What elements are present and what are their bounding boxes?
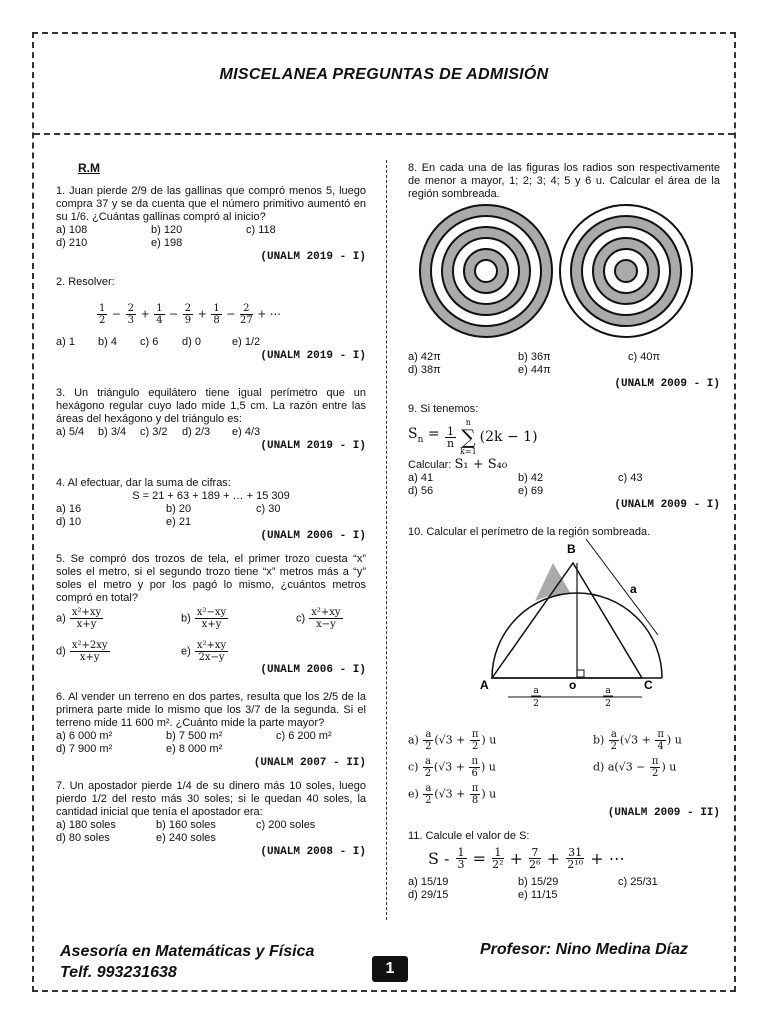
source: (UNALM 2008 - I)	[260, 846, 366, 858]
option-d: d) $\frac{\text{x²+2xy}}{x+y}$	[56, 640, 108, 663]
question-9	[408, 403, 720, 512]
options	[408, 876, 720, 902]
question-text: 2. Resolver:	[56, 276, 115, 288]
option: b) 20	[166, 503, 192, 515]
source: (UNALM 2019 - I)	[260, 350, 366, 362]
triangle-semicircle-figure	[408, 539, 720, 719]
source: (UNALM 2007 - II)	[253, 757, 366, 769]
option: c) 200 soles	[256, 819, 316, 831]
option: a) 1	[56, 336, 75, 348]
source: (UNALM 2009 - II)	[607, 807, 720, 819]
svg-text:a: a	[605, 686, 611, 696]
option: e) 1/2	[232, 336, 261, 348]
svg-text:2: 2	[605, 699, 611, 709]
sum-definition: $S_n$ = $\frac{1}{n}$ n ∑ k=1 (2k − 1)	[408, 418, 538, 456]
concentric-circles-figure	[408, 201, 720, 341]
option: a) 108	[56, 224, 88, 236]
svg-text:a: a	[533, 686, 539, 696]
option: c) 30	[256, 503, 281, 515]
source: (UNALM 2009 - I)	[614, 499, 720, 511]
footer-phone: Telf. 993231638	[60, 964, 177, 981]
option: e) 8 000 m²	[166, 743, 223, 755]
calc-label: Calcular:	[408, 459, 452, 471]
option-d: d) a(√3 − $\frac{\pi}{2}$ ) u	[593, 756, 677, 779]
footer-info	[60, 941, 314, 983]
option: e) 11/15	[518, 889, 558, 901]
option: a) 16	[56, 503, 82, 515]
question-text: 3. Un triángulo equilátero tiene igual perímetro que un hexágono regular cuyo lado mide 1,5 cm. La razón entre las áreas del hexágono y del triángulo es:	[56, 387, 366, 425]
option: b) 7 500 m²	[166, 730, 223, 742]
options	[56, 730, 366, 756]
option: d) 210	[56, 237, 88, 249]
question-text: 11. Calcule el valor de S:	[408, 830, 530, 842]
option: d) 80 soles	[56, 832, 110, 844]
option: b) 160 soles	[156, 819, 216, 831]
footer-teacher: Profesor: Nino Medina Díaz	[480, 941, 689, 958]
option-b: b) $\frac{a}{2}$ (√3 + $\frac{\pi}{4}$ ) u	[593, 729, 682, 752]
page-number: 1	[372, 956, 408, 982]
option: c) 118	[246, 224, 276, 236]
option: d) 56	[408, 485, 434, 497]
question-6	[56, 691, 366, 770]
source: (UNALM 2019 - I)	[260, 251, 366, 263]
left-column	[56, 162, 366, 859]
option: b) 36π	[518, 351, 551, 363]
question-text: 10. Calcular el perímetro de la región sombreada.	[408, 526, 651, 538]
option: d) 10	[56, 516, 82, 528]
option-e: e) $\frac{a}{2}$ (√3 + $\frac{\pi}{8}$ ) u	[408, 783, 497, 806]
options	[56, 224, 366, 250]
options	[56, 819, 366, 845]
source: (UNALM 2006 - I)	[260, 530, 366, 542]
calc-expression: S₁ + S₄₀	[454, 457, 508, 472]
option: d) 29/15	[408, 889, 449, 901]
options	[56, 503, 366, 529]
question-text: 9. Si tenemos:	[408, 403, 479, 415]
question-10	[408, 526, 720, 820]
option: b) 42	[518, 472, 544, 484]
option: d) 0	[182, 336, 201, 348]
shaded-region	[535, 563, 571, 601]
option: a) 41	[408, 472, 434, 484]
right-target	[560, 205, 692, 337]
right-angle-mark	[577, 670, 584, 677]
options	[408, 351, 720, 377]
source: (UNALM 2019 - I)	[260, 440, 366, 452]
right-column	[408, 162, 720, 902]
option: e) 69	[518, 485, 544, 497]
label-B: B	[567, 542, 576, 556]
option: b) 15/29	[518, 876, 559, 888]
svg-text:2: 2	[533, 699, 539, 709]
question-8	[408, 162, 720, 391]
question-text: 6. Al vender un terreno en dos partes, resulta que los 2/5 de la primera parte mide lo mismo que los 3/7 de la segunda. Si el terreno mide 11 600 m². ¿Cuánto mide la parte mayor?	[56, 691, 366, 729]
label-A: A	[480, 678, 489, 692]
question-text: 5. Se compró dos trozos de tela, el primer trozo cuesta “x” soles el metro, si el segundo trozo tiene “x” metros más a “y” soles el metro y por los pagó lo mismo, ¿cuántos metros compró en total?	[56, 553, 366, 604]
option-c: c) $\frac{\text{x²+xy}}{x-y}$	[296, 607, 341, 630]
dimension-line-a	[586, 539, 658, 635]
section-label: R.M	[78, 161, 100, 175]
options	[408, 729, 720, 806]
header-divider	[34, 133, 734, 135]
question-11	[408, 830, 720, 902]
option: d) 7 900 m²	[56, 743, 113, 755]
options	[56, 607, 366, 663]
options	[56, 336, 366, 349]
option: c) 43	[618, 472, 643, 484]
option: c) 6 200 m²	[276, 730, 332, 742]
question-5	[56, 553, 366, 677]
option: a) 15/19	[408, 876, 449, 888]
label-O: o	[569, 678, 577, 692]
option-e: e) $\frac{\text{x²+xy}}{2x-y}$	[181, 640, 227, 663]
option: d) 38π	[408, 364, 441, 376]
question-text: 7. Un apostador pierde 1/4 de su dinero más 10 soles, luego pierdo 1/2 del resto más 30 soles; si le quedan 40 soles, la cantidad inicial que tenía el apostador era:	[56, 780, 366, 818]
series-tail: + ⋯	[257, 307, 281, 321]
option: e) 21	[166, 516, 192, 528]
page-title: MISCELANEA PREGUNTAS DE ADMISIÓN	[219, 66, 549, 83]
question-1	[56, 185, 366, 264]
options	[56, 426, 366, 439]
question-2	[56, 276, 366, 363]
left-target	[420, 205, 552, 337]
option: e) 44π	[518, 364, 551, 376]
option: e) 240 soles	[156, 832, 216, 844]
option-a: a) $\frac{a}{2}$ (√3 + $\frac{\pi}{2}$ ) u	[408, 729, 497, 752]
option-c: c) $\frac{a}{2}$ (√3 + $\frac{\pi}{6}$ ) u	[408, 756, 496, 779]
question-text: 1. Juan pierde 2/9 de las gallinas que compró menos 5, luego compra 37 y se da cuenta que el número primitivo aumentó en su 1/6. ¿Cuántas gallinas compró al inicio?	[56, 185, 366, 223]
option: a) 6 000 m²	[56, 730, 113, 742]
option: a) 5/4	[56, 426, 85, 438]
question-7	[56, 780, 366, 859]
option: b) 4	[98, 336, 117, 348]
option: b) 3/4	[98, 426, 127, 438]
label-C: C	[644, 678, 653, 692]
option: a) 180 soles	[56, 819, 116, 831]
option: c) 6	[140, 336, 159, 348]
options	[408, 472, 720, 498]
series-formula: S - $\frac{1}{3}$ = $\frac{1}{\text{2²}}$ + $\frac{7}{\text{2⁶}}$ + $\frac{31}{\text{2¹⁰}}$ + ⋯	[428, 846, 625, 871]
option: c) 25/31	[618, 876, 658, 888]
option: c) 40π	[628, 351, 661, 363]
column-divider	[386, 160, 387, 920]
question-3	[56, 387, 366, 453]
sum-formula: S = 21 + 63 + 189 + … + 15 309	[132, 490, 290, 502]
option-a: a) $\frac{\text{x²+xy}}{x+y}$	[56, 607, 102, 630]
option: a) 42π	[408, 351, 441, 363]
option: c) 3/2	[140, 426, 168, 438]
option: d) 2/3	[182, 426, 211, 438]
question-4	[56, 477, 366, 543]
label-a: a	[630, 582, 637, 596]
option: e) 4/3	[232, 426, 261, 438]
question-text: 4. Al efectuar, dar la suma de cifras:	[56, 477, 231, 489]
option-b: b) $\frac{\text{x²−xy}}{x+y}$	[181, 607, 227, 630]
series-formula: $\frac{1}{2}$ − $\frac{2}{3}$ + $\frac{1}{4}$ − $\frac{2}{9}$ + $\frac{1}{8}$ − $\frac{2}{27}$ + ⋯	[99, 303, 281, 326]
source: (UNALM 2009 - I)	[614, 378, 720, 390]
source: (UNALM 2006 - I)	[260, 664, 366, 676]
option: b) 120	[151, 224, 183, 236]
option: e) 198	[151, 237, 183, 249]
question-text: 8. En cada una de las figuras los radios son respectivamente de menor a mayor, 1; 2; 3; 4; 5 y 6 u. Calcular el área de la región sombreada.	[408, 162, 720, 200]
footer-title: Asesoría en Matemáticas y Física	[60, 943, 315, 960]
